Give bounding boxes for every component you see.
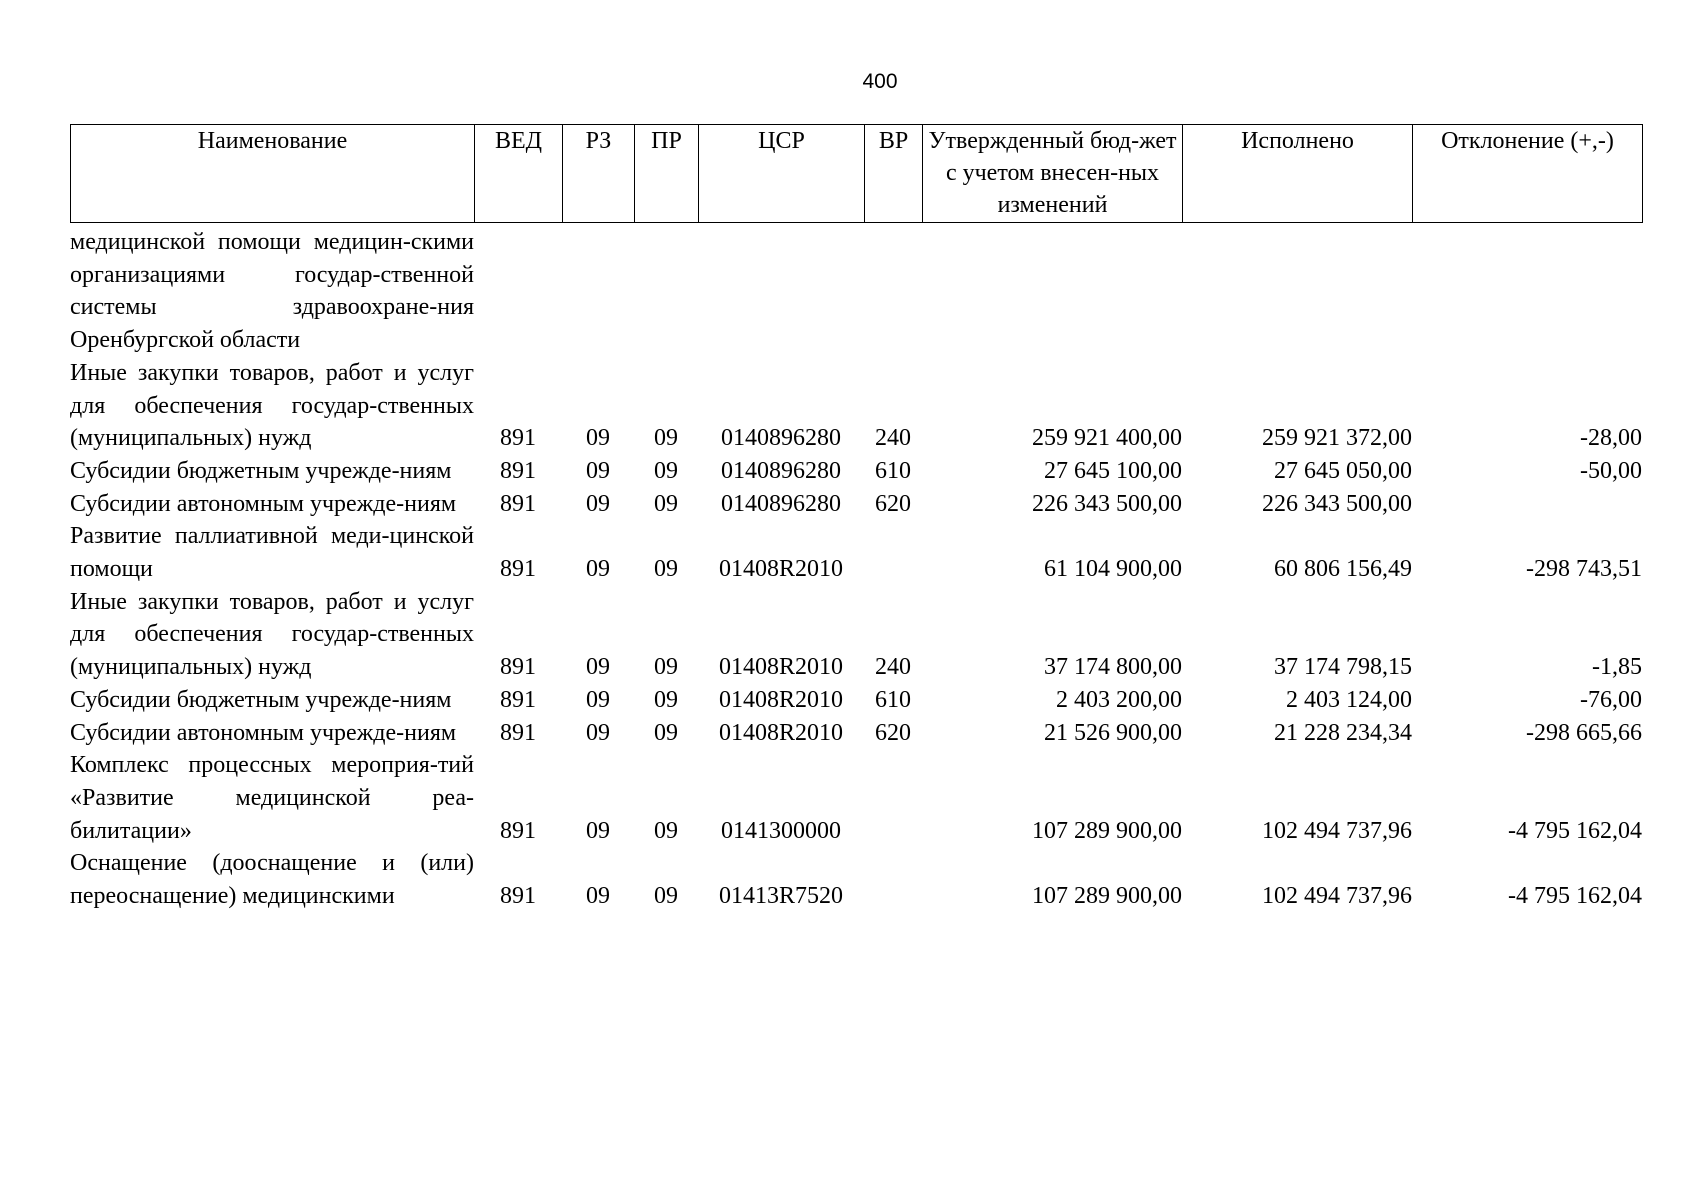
row-name: Субсидии автономным учрежде-ниям: [70, 719, 457, 746]
row-done: 60 806 156,49: [1274, 556, 1412, 583]
header-ved: ВЕД: [475, 125, 563, 223]
header-rz: РЗ: [563, 125, 635, 223]
row-rz: 09: [586, 457, 610, 484]
row-done: 102 494 737,96: [1262, 817, 1412, 844]
row-vr: 240: [875, 654, 911, 681]
row-ved: 891: [500, 817, 536, 844]
row-csr: 01408R2010: [718, 654, 843, 681]
row-csr: 01408R2010: [718, 556, 843, 583]
row-budget: 107 289 900,00: [1032, 883, 1182, 910]
table-row: [70, 717, 1642, 750]
header-pr: ПР: [635, 125, 699, 223]
row-deviation: -28,00: [1580, 425, 1642, 452]
row-deviation: -298 743,51: [1526, 556, 1642, 583]
row-rz: 09: [586, 425, 610, 452]
row-name: Иные закупки товаров, работ и услуг для обеспечения государ-ственных (муниципальных) нужд: [70, 588, 474, 681]
row-pr: 09: [654, 719, 678, 746]
table-row: [70, 586, 1642, 684]
row-deviation: -4 795 162,04: [1508, 817, 1642, 844]
row-ved: 891: [500, 686, 536, 713]
table-row: [70, 455, 1642, 488]
header-deviation: Отклонение (+,-): [1413, 125, 1643, 223]
row-name: медицинской помощи медицин-скими организациями государ-ственной системы здравоохране-ния Оренбургской области: [70, 229, 474, 354]
row-budget: 37 174 800,00: [1044, 654, 1182, 681]
row-deviation: -1,85: [1592, 654, 1642, 681]
row-done: 27 645 050,00: [1274, 457, 1412, 484]
row-deviation: -298 665,66: [1526, 719, 1642, 746]
row-ved: 891: [500, 719, 536, 746]
row-done: 102 494 737,96: [1262, 883, 1412, 910]
table-row: [70, 357, 1642, 455]
row-csr: 0140896280: [721, 425, 841, 452]
header-budget: Утвержденный бюд-жет с учетом внесен-ных изменений: [923, 125, 1183, 223]
row-rz: 09: [586, 556, 610, 583]
row-vr: 610: [875, 686, 911, 713]
row-csr: 0140896280: [721, 490, 841, 517]
row-pr: 09: [654, 556, 678, 583]
table-header: [70, 124, 1643, 223]
row-rz: 09: [586, 719, 610, 746]
row-budget: 21 526 900,00: [1044, 719, 1182, 746]
row-budget: 226 343 500,00: [1032, 490, 1182, 517]
row-done: 37 174 798,15: [1274, 654, 1412, 681]
row-name: Субсидии бюджетным учрежде-ниям: [70, 686, 452, 713]
row-deviation: -50,00: [1580, 457, 1642, 484]
row-rz: 09: [586, 490, 610, 517]
table-row: [70, 847, 1642, 912]
row-ved: 891: [500, 490, 536, 517]
row-ved: 891: [500, 654, 536, 681]
row-done: 259 921 372,00: [1262, 425, 1412, 452]
row-done: 2 403 124,00: [1286, 686, 1412, 713]
header-done: Исполнено: [1183, 125, 1413, 223]
row-budget: 61 104 900,00: [1044, 556, 1182, 583]
row-name: Развитие паллиативной меди-цинской помощи: [70, 523, 474, 583]
header-vr: ВР: [865, 125, 923, 223]
row-deviation: -4 795 162,04: [1508, 883, 1642, 910]
table-row: [70, 488, 1642, 521]
row-ved: 891: [500, 457, 536, 484]
row-ved: 891: [500, 883, 536, 910]
row-pr: 09: [654, 817, 678, 844]
row-done: 226 343 500,00: [1262, 490, 1412, 517]
row-vr: 620: [875, 490, 911, 517]
row-vr: 610: [875, 457, 911, 484]
row-name: Субсидии автономным учрежде-ниям: [70, 490, 457, 517]
row-name: Комплекс процессных мероприя-тий «Развитие медицинской реа-билитации»: [70, 752, 474, 844]
row-name: Оснащение (дооснащение и (или) переоснащение) медицинскими: [70, 850, 474, 910]
row-budget: 2 403 200,00: [1056, 686, 1182, 713]
row-vr: 620: [875, 719, 911, 746]
row-ved: 891: [500, 425, 536, 452]
row-vr: 240: [875, 425, 911, 452]
row-deviation: -76,00: [1580, 686, 1642, 713]
table-row: [70, 749, 1642, 847]
row-name: Субсидии бюджетным учрежде-ниям: [70, 457, 452, 484]
row-pr: 09: [654, 883, 678, 910]
table-row: [70, 520, 1642, 585]
row-budget: 27 645 100,00: [1044, 457, 1182, 484]
header-csr: ЦСР: [699, 125, 865, 223]
row-csr: 0140896280: [721, 457, 841, 484]
row-pr: 09: [654, 457, 678, 484]
row-csr: 0141300000: [721, 817, 841, 844]
row-pr: 09: [654, 686, 678, 713]
row-done: 21 228 234,34: [1274, 719, 1412, 746]
row-budget: 259 921 400,00: [1032, 425, 1182, 452]
table-row: [70, 684, 1642, 717]
row-csr: 01408R2010: [718, 686, 843, 713]
table-body: [70, 226, 1642, 913]
row-csr: 01413R7520: [718, 883, 843, 910]
row-ved: 891: [500, 556, 536, 583]
row-name: Иные закупки товаров, работ и услуг для обеспечения государ-ственных (муниципальных) нужд: [70, 359, 474, 452]
row-pr: 09: [654, 490, 678, 517]
row-rz: 09: [586, 654, 610, 681]
header-name: Наименование: [71, 125, 475, 223]
row-budget: 107 289 900,00: [1032, 817, 1182, 844]
row-pr: 09: [654, 654, 678, 681]
row-rz: 09: [586, 883, 610, 910]
row-rz: 09: [586, 817, 610, 844]
row-pr: 09: [654, 425, 678, 452]
row-csr: 01408R2010: [718, 719, 843, 746]
table-row: [70, 226, 1642, 357]
row-rz: 09: [586, 686, 610, 713]
page-number: 400: [862, 70, 898, 93]
